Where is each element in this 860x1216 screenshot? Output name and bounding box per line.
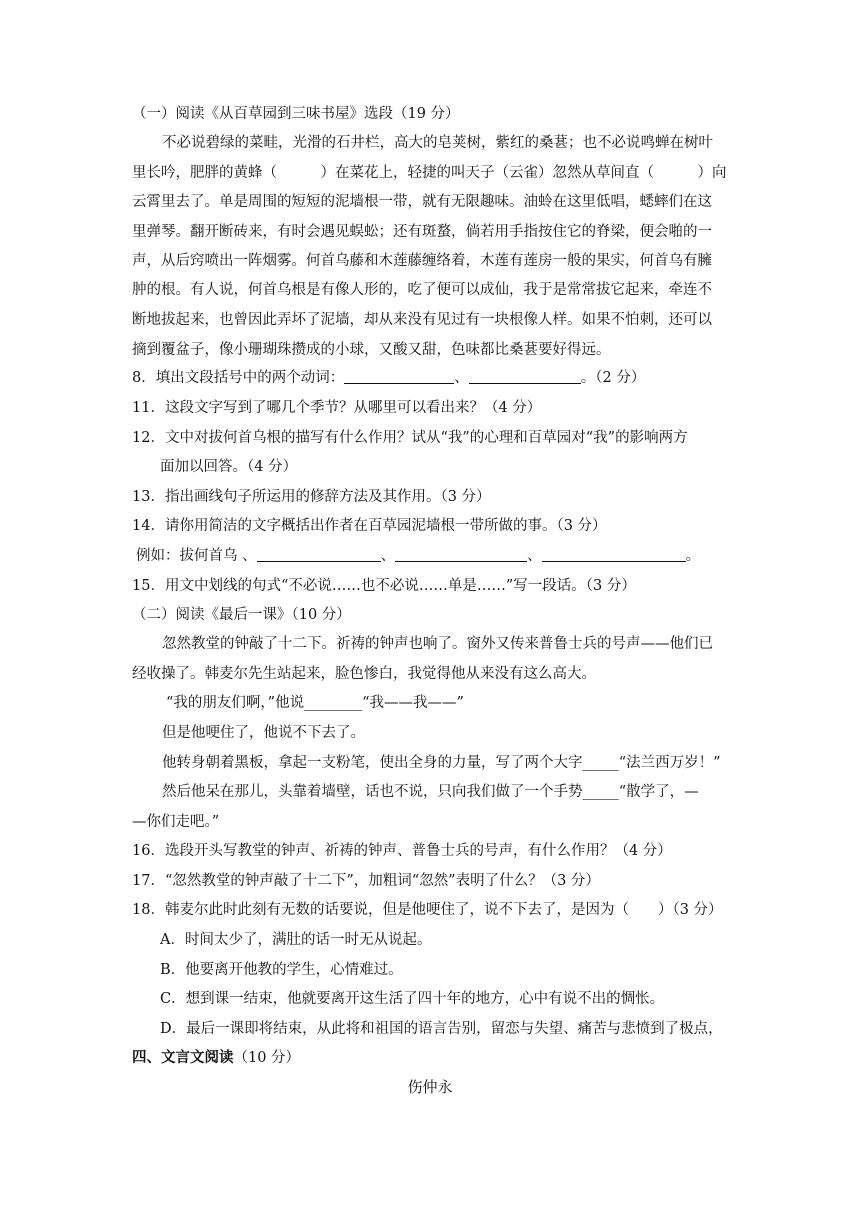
question-12-line-2: 面加以回答。（4 分） — [160, 459, 298, 475]
answer-blank-8b[interactable] — [469, 369, 581, 384]
section4-header-bold: 四、文言文阅读 — [132, 1049, 234, 1066]
passage1-line-7: 断地拔起来，也曾因此弄坏了泥墙，却从来没有见过有一块根像人样。如果不怕刺，还可以 — [132, 312, 712, 328]
passage2-line-7: —你们走吧。” — [132, 814, 220, 830]
question-11: 11．这段文字写到了哪几个季节？从哪里可以看出来？（4 分） — [132, 400, 542, 416]
question-14-example — [136, 546, 700, 566]
option-d: D．最后一课即将结束，从此将和祖国的语言告别，留恋与失望、痛苦与悲愤到了极点， — [160, 1021, 723, 1037]
question-8-suffix: 。（2 分） — [580, 370, 646, 386]
passage1-line-3: 云霄里去了。单是周围的短短的泥墙根一带，就有无限趣味。油蛉在这里低唱，蟋蟀们在这 — [132, 194, 712, 210]
passage1-line-5: 声，从后窍喷出一阵烟雾。何首乌藤和木莲藤缠络着，木莲有莲房一般的果实，何首乌有臃 — [132, 253, 712, 269]
passage1-line-4: 里弹琴。翻开断砖来，有时会遇见蜈蚣；还有斑蝥，倘若用手指按住它的脊梁，便会啪的一 — [132, 224, 712, 240]
question-17: 17．“忽然教堂的钟声敲了十二下”，加粗词“忽然”表明了什么？（3 分） — [132, 873, 600, 889]
answer-blank-14b[interactable] — [395, 547, 527, 562]
passage2-line-5: 他转身朝着黑板，拿起一支粉笔，使出全身的力量，写了两个大字_____“法兰西万岁！” — [162, 755, 721, 771]
question-13: 13．指出画线句子所运用的修辞方法及其作用。（3 分） — [132, 489, 491, 505]
question-18: 18．韩麦尔此时此刻有无数的话要说，但是他哽住了，说不下去了，是因为（ ）（3 分） — [132, 902, 723, 918]
example-end: 。 — [685, 548, 701, 564]
passage1-line-2: 里长吟，肥胖的黄蜂（ ）在菜花上，轻捷的叫天子（云雀）忽然从草间直（ ）向 — [132, 165, 727, 181]
option-b: B．他要离开他教的学生，心情难过。 — [160, 962, 403, 978]
classical-text-title: 伤仲永 — [407, 1078, 453, 1096]
example-separator-1: 、 — [380, 548, 396, 564]
passage2-line-6: 然后他呆在那儿，头靠着墙壁，话也不说，只向我们做了一个手势_____“散学了，— — [162, 784, 699, 800]
passage1-line-1: 不必说碧绿的菜畦，光滑的石井栏，高大的皂荚树，紫红的桑葚；也不必说鸣蝉在树叶 — [162, 135, 713, 151]
section2-header: （二）阅读《最后一课》（10 分） — [132, 607, 351, 623]
question-12-line-1: 12．文中对拔何首乌根的描写有什么作用？试从“我”的心理和百草园对“我”的影响两方 — [132, 430, 688, 446]
passage1-line-8: 摘到覆盆子，像小珊瑚珠攒成的小球，又酸又甜，色味都比桑葚要好得远。 — [132, 342, 611, 358]
answer-blank-8a[interactable] — [344, 369, 454, 384]
passage2-line-1: 忽然教堂的钟敲了十二下。祈祷的钟声也响了。窗外又传来普鲁士兵的号声——他们已 — [162, 636, 713, 652]
question-8-separator: 、 — [454, 370, 469, 386]
question-8 — [132, 368, 645, 388]
question-15: 15．用文中划线的句式“不必说……也不必说……单是……”写一段话。（3 分） — [132, 578, 636, 594]
section1-header: （一）阅读《从百草园到三味书屋》选段（19 分） — [132, 106, 460, 122]
option-c: C．想到课一结束，他就要离开这生活了四十年的地方，心中有说不出的惆怅。 — [160, 991, 665, 1007]
section4-header — [132, 1048, 300, 1068]
example-prefix: 例如：拔何首乌 、 — [136, 548, 257, 564]
question-16: 16．选段开头写教堂的钟声、祈祷的钟声、普鲁士兵的号声，有什么作用？（4 分） — [132, 843, 672, 859]
answer-blank-14c[interactable] — [542, 547, 686, 562]
option-a: A．时间太少了，满肚的话一时无从说起。 — [160, 932, 432, 948]
example-separator-2: 、 — [527, 548, 542, 564]
section4-header-points: （10 分） — [233, 1050, 301, 1066]
passage2-dialogue: “我的朋友们啊，”他说________“我——我——” — [166, 695, 464, 711]
passage2-line-4: 但是他哽住了，他说不下去了。 — [162, 725, 365, 741]
question-14: 14．请你用简洁的文字概括出作者在百草园泥墙根一带所做的事。（3 分） — [132, 518, 607, 534]
passage1-line-6: 肿的根。有人说，何首乌根是有像人形的，吃了便可以成仙，我于是常常拔它起来，牵连不 — [132, 282, 712, 298]
answer-blank-14a[interactable] — [257, 547, 381, 562]
passage2-line-2: 经收操了。韩麦尔先生站起来，脸色惨白，我觉得他从来没有这么高大。 — [132, 666, 596, 682]
question-8-prefix: 8．填出文段括号中的两个动词： — [132, 370, 345, 386]
